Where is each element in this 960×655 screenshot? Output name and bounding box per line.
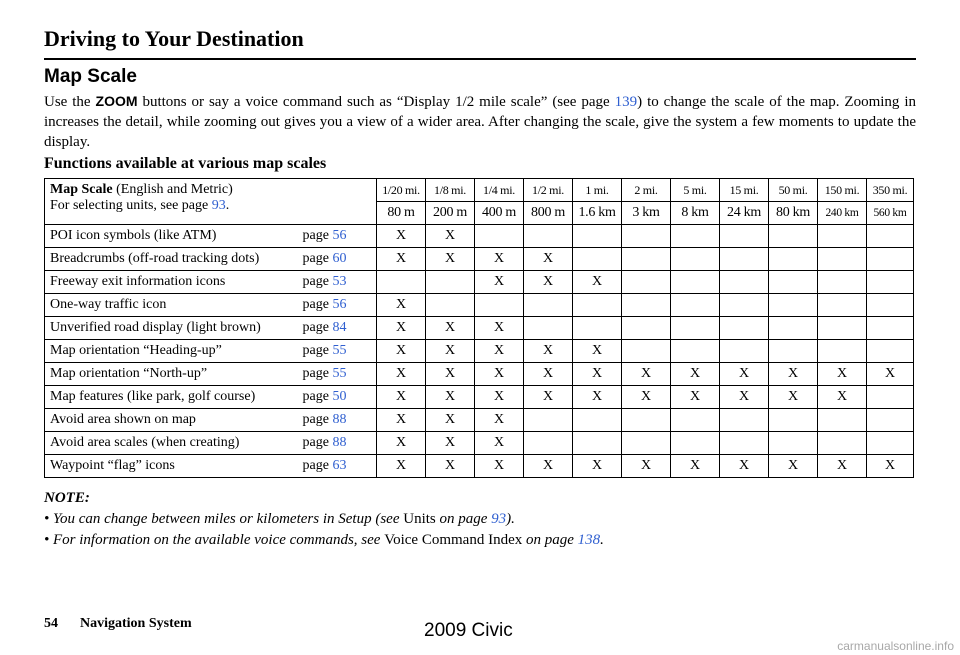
availability-mark <box>671 225 720 248</box>
table-row <box>45 271 914 294</box>
table-subtitle: Functions available at various map scales <box>44 155 327 172</box>
availability-mark <box>769 432 818 455</box>
scale-km-cell: 800 m <box>524 202 573 225</box>
availability-mark <box>818 225 867 248</box>
availability-mark <box>867 294 914 317</box>
availability-mark <box>818 294 867 317</box>
chapter-title: Driving to Your Destination <box>44 26 304 51</box>
availability-mark: X <box>769 363 818 386</box>
availability-mark <box>720 225 769 248</box>
scale-miles-cell: 15 mi. <box>720 179 769 202</box>
scale-miles-cell: 5 mi. <box>671 179 720 202</box>
scale-km-cell: 8 km <box>671 202 720 225</box>
scale-miles-cell: 1/8 mi. <box>426 179 475 202</box>
feature-page-ref <box>297 294 377 317</box>
availability-mark: X <box>377 294 426 317</box>
availability-mark: X <box>622 386 671 409</box>
availability-mark: X <box>524 386 573 409</box>
scale-km-cell: 400 m <box>475 202 524 225</box>
note-heading: NOTE: <box>44 490 90 506</box>
feature-page-link[interactable]: 56 <box>332 228 347 243</box>
availability-mark: X <box>818 363 867 386</box>
note1-d: ). <box>506 511 515 527</box>
availability-mark <box>622 432 671 455</box>
note1-a: You can change between miles or kilometers in Setup (see <box>53 511 404 527</box>
page-word: page <box>302 412 333 427</box>
availability-mark <box>769 225 818 248</box>
feature-name: Map orientation “North-up” <box>45 363 297 386</box>
feature-page-link[interactable]: 88 <box>332 412 347 427</box>
page-word: page <box>302 389 333 404</box>
feature-page-link[interactable]: 55 <box>332 343 347 358</box>
availability-mark <box>769 294 818 317</box>
units-page-link[interactable]: 93 <box>211 198 226 213</box>
availability-mark <box>524 432 573 455</box>
availability-mark <box>769 271 818 294</box>
feature-page-ref <box>297 317 377 340</box>
availability-mark <box>818 271 867 294</box>
availability-mark: X <box>377 363 426 386</box>
availability-mark <box>671 317 720 340</box>
scale-km-cell: 80 m <box>377 202 426 225</box>
availability-mark: X <box>573 340 622 363</box>
feature-page-link[interactable]: 84 <box>332 320 347 335</box>
table-row <box>45 225 914 248</box>
availability-mark <box>769 248 818 271</box>
footer-page-number: 54 <box>44 616 58 631</box>
availability-mark <box>475 294 524 317</box>
table-row <box>45 363 914 386</box>
availability-mark: X <box>426 317 475 340</box>
availability-mark: X <box>475 455 524 478</box>
feature-name: Avoid area scales (when creating) <box>45 432 297 455</box>
scale-miles-cell: 50 mi. <box>769 179 818 202</box>
availability-mark <box>671 340 720 363</box>
availability-mark: X <box>475 363 524 386</box>
feature-page-ref <box>297 225 377 248</box>
feature-page-link[interactable]: 53 <box>332 274 347 289</box>
availability-mark <box>671 271 720 294</box>
availability-mark: X <box>377 432 426 455</box>
table-row <box>45 317 914 340</box>
availability-mark: X <box>377 409 426 432</box>
availability-mark: X <box>671 455 720 478</box>
availability-mark: X <box>475 386 524 409</box>
availability-mark <box>867 271 914 294</box>
availability-mark: X <box>475 409 524 432</box>
availability-mark <box>671 409 720 432</box>
availability-mark: X <box>573 386 622 409</box>
map-scale-header <box>45 179 297 225</box>
availability-mark: X <box>720 386 769 409</box>
feature-name: Map features (like park, golf course) <box>45 386 297 409</box>
availability-mark <box>867 409 914 432</box>
availability-mark <box>867 340 914 363</box>
availability-mark: X <box>377 455 426 478</box>
availability-mark <box>867 386 914 409</box>
feature-page-link[interactable]: 63 <box>332 458 347 473</box>
scale-miles-cell: 2 mi. <box>622 179 671 202</box>
scale-miles-cell: 1/2 mi. <box>524 179 573 202</box>
availability-mark: X <box>573 455 622 478</box>
availability-mark <box>867 432 914 455</box>
availability-mark: X <box>524 248 573 271</box>
feature-page-ref <box>297 455 377 478</box>
note1-b: Units <box>403 511 436 527</box>
header-row-miles <box>45 179 914 202</box>
availability-mark <box>573 248 622 271</box>
units-text: For selecting units, see page <box>50 198 212 213</box>
intro-text-2: buttons or say a voice command such as “Display 1/2 mile scale” (see page <box>137 94 615 110</box>
availability-mark: X <box>475 340 524 363</box>
feature-name: POI icon symbols (like ATM) <box>45 225 297 248</box>
availability-mark <box>720 340 769 363</box>
availability-mark <box>720 294 769 317</box>
intro-paragraph <box>44 91 916 152</box>
availability-mark <box>769 340 818 363</box>
note2-a: For information on the available voice commands, see <box>53 532 385 548</box>
availability-mark: X <box>524 340 573 363</box>
note-item-voice: • For information on the available voice commands, see Voice Command Index on page 138. <box>44 532 604 548</box>
availability-mark: X <box>524 455 573 478</box>
table-row <box>45 294 914 317</box>
availability-mark: X <box>377 386 426 409</box>
availability-mark <box>818 409 867 432</box>
feature-page-ref <box>297 248 377 271</box>
feature-name: One-way traffic icon <box>45 294 297 317</box>
scale-miles-cell: 1/4 mi. <box>475 179 524 202</box>
availability-mark: X <box>377 340 426 363</box>
table-row <box>45 248 914 271</box>
page-word: page <box>302 320 333 335</box>
table-row <box>45 386 914 409</box>
feature-page-ref <box>297 340 377 363</box>
note2-page-link[interactable]: 138 <box>577 532 601 548</box>
availability-mark: X <box>377 317 426 340</box>
availability-mark: X <box>426 432 475 455</box>
availability-mark: X <box>426 409 475 432</box>
note-item-units: • You can change between miles or kilometers in Setup (see Units on page 93). <box>44 511 515 527</box>
units-end: . <box>225 198 230 213</box>
availability-mark <box>426 294 475 317</box>
availability-mark: X <box>818 455 867 478</box>
availability-mark: X <box>524 363 573 386</box>
availability-mark: X <box>426 225 475 248</box>
availability-mark <box>720 317 769 340</box>
availability-mark <box>671 248 720 271</box>
availability-mark <box>475 225 524 248</box>
availability-mark: X <box>720 363 769 386</box>
availability-mark <box>867 225 914 248</box>
footer-model: 2009 Civic <box>424 620 513 641</box>
feature-page-link[interactable]: 88 <box>332 435 347 450</box>
feature-name: Avoid area shown on map <box>45 409 297 432</box>
feature-page-ref <box>297 386 377 409</box>
availability-mark: X <box>426 386 475 409</box>
availability-mark <box>573 225 622 248</box>
scale-miles-cell: 150 mi. <box>818 179 867 202</box>
section-title: Map Scale <box>44 66 137 87</box>
availability-mark: X <box>524 271 573 294</box>
intro-text-3: ) to change the scale of the map. Zooming in increases the detail, while zooming out gives you a view of a wider area. After changing the scale, give the system a few moments to update the display. <box>44 94 916 150</box>
page-word: page <box>302 251 333 266</box>
availability-mark: X <box>426 363 475 386</box>
availability-mark <box>818 340 867 363</box>
availability-mark <box>426 271 475 294</box>
availability-mark: X <box>573 271 622 294</box>
availability-mark <box>818 248 867 271</box>
feature-page-ref <box>297 432 377 455</box>
availability-mark: X <box>818 386 867 409</box>
page-word: page <box>302 343 333 358</box>
feature-page-ref <box>297 409 377 432</box>
table-row <box>45 432 914 455</box>
availability-mark <box>818 432 867 455</box>
note1-c: on page <box>435 511 492 527</box>
feature-page-link[interactable]: 55 <box>332 366 347 381</box>
availability-mark <box>622 248 671 271</box>
feature-name: Freeway exit information icons <box>45 271 297 294</box>
availability-mark <box>622 317 671 340</box>
note1-page-link[interactable]: 93 <box>491 511 507 527</box>
scale-km-cell: 200 m <box>426 202 475 225</box>
availability-mark: X <box>475 432 524 455</box>
availability-mark: X <box>475 317 524 340</box>
feature-page-link[interactable]: 60 <box>332 251 347 266</box>
footer-book-title: Navigation System <box>80 616 192 631</box>
availability-mark: X <box>867 455 914 478</box>
scale-km-cell: 560 km <box>867 202 914 225</box>
availability-mark: X <box>622 455 671 478</box>
page-word: page <box>302 435 333 450</box>
availability-mark: X <box>475 248 524 271</box>
table-row <box>45 340 914 363</box>
availability-mark <box>377 271 426 294</box>
availability-mark <box>622 409 671 432</box>
availability-mark <box>622 294 671 317</box>
availability-mark: X <box>671 386 720 409</box>
scale-miles-cell: 350 mi. <box>867 179 914 202</box>
availability-mark: X <box>622 363 671 386</box>
map-scale-table <box>44 178 914 478</box>
feature-name: Map orientation “Heading-up” <box>45 340 297 363</box>
scale-km-cell: 80 km <box>769 202 818 225</box>
availability-mark <box>622 340 671 363</box>
feature-name: Waypoint “flag” icons <box>45 455 297 478</box>
availability-mark <box>720 409 769 432</box>
map-scale-suffix: (English and Metric) <box>112 182 233 197</box>
availability-mark: X <box>377 225 426 248</box>
table-row <box>45 455 914 478</box>
availability-mark <box>867 248 914 271</box>
scale-km-cell: 24 km <box>720 202 769 225</box>
scale-miles-cell: 1/20 mi. <box>377 179 426 202</box>
note2-b: Voice Command Index <box>384 532 523 548</box>
feature-page-link[interactable]: 50 <box>332 389 347 404</box>
availability-mark: X <box>426 248 475 271</box>
feature-page-ref <box>297 271 377 294</box>
availability-mark <box>622 225 671 248</box>
note2-d: . <box>600 532 604 548</box>
page-word: page <box>302 366 333 381</box>
page-word: page <box>302 274 333 289</box>
scale-km-cell: 240 km <box>818 202 867 225</box>
feature-name: Unverified road display (light brown) <box>45 317 297 340</box>
availability-mark: X <box>769 455 818 478</box>
availability-mark <box>524 317 573 340</box>
header-page-cell <box>297 179 377 225</box>
availability-mark: X <box>426 340 475 363</box>
map-scale-label: Map Scale <box>50 182 113 197</box>
availability-mark: X <box>426 455 475 478</box>
intro-text-1: Use the <box>44 94 96 110</box>
availability-mark: X <box>769 386 818 409</box>
availability-mark <box>671 294 720 317</box>
availability-mark: X <box>671 363 720 386</box>
notes-list <box>44 509 604 551</box>
availability-mark <box>671 432 720 455</box>
scale-miles-cell: 1 mi. <box>573 179 622 202</box>
availability-mark <box>524 225 573 248</box>
page-link-139[interactable]: 139 <box>614 94 638 110</box>
availability-mark: X <box>720 455 769 478</box>
availability-mark <box>573 294 622 317</box>
chapter-rule <box>44 58 916 60</box>
scale-km-cell: 3 km <box>622 202 671 225</box>
watermark: carmanualsonline.info <box>837 639 954 653</box>
feature-name: Breadcrumbs (off-road tracking dots) <box>45 248 297 271</box>
availability-mark <box>867 317 914 340</box>
feature-page-ref <box>297 363 377 386</box>
availability-mark <box>720 271 769 294</box>
availability-mark <box>573 317 622 340</box>
availability-mark <box>769 409 818 432</box>
availability-mark <box>720 248 769 271</box>
availability-mark <box>769 317 818 340</box>
page-word: page <box>302 458 333 473</box>
zoom-button-label: ZOOM <box>95 93 138 109</box>
feature-page-link[interactable]: 56 <box>332 297 347 312</box>
availability-mark <box>573 432 622 455</box>
availability-mark <box>524 409 573 432</box>
availability-mark <box>524 294 573 317</box>
availability-mark <box>818 317 867 340</box>
page-word: page <box>302 297 333 312</box>
scale-km-cell: 1.6 km <box>573 202 622 225</box>
availability-mark <box>573 409 622 432</box>
availability-mark: X <box>573 363 622 386</box>
table-row <box>45 409 914 432</box>
availability-mark <box>622 271 671 294</box>
availability-mark <box>720 432 769 455</box>
availability-mark: X <box>867 363 914 386</box>
note2-c: on page <box>522 532 578 548</box>
availability-mark: X <box>377 248 426 271</box>
availability-mark: X <box>475 271 524 294</box>
page-word: page <box>302 228 333 243</box>
